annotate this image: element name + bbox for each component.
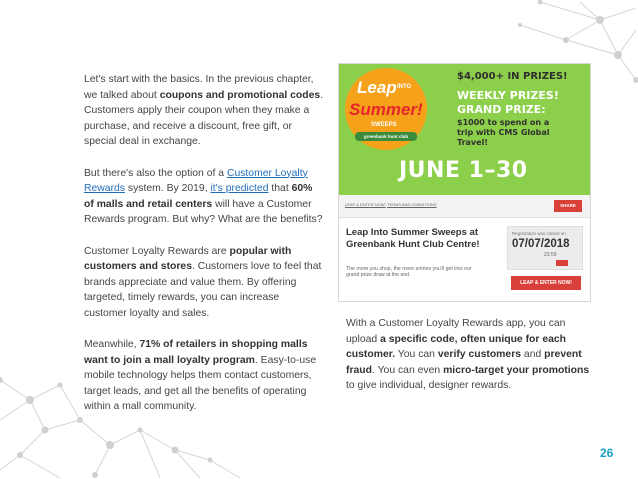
- bold-text: micro-target your promotions: [443, 364, 590, 376]
- promo-banner: [339, 64, 590, 195]
- logo-summer-text: Summer!: [349, 100, 423, 119]
- text: Let's start with the basics. In the previous chapter, we talked about: [84, 74, 314, 101]
- leap-enter-button[interactable]: LEAP & ENTER NOW!: [511, 276, 581, 290]
- prize-line: trip with CMS Global: [457, 128, 550, 137]
- paragraph-basics: [84, 72, 324, 150]
- paragraph-app: [346, 316, 592, 394]
- text: will have a Customer Rewards program. But why? What are the benefits?: [84, 198, 323, 226]
- bold-text: 71% of retailers in shopping malls want to join a mall loyalty program: [84, 339, 308, 366]
- text: With a Customer Loyalty Rewards app, you can upload: [346, 318, 566, 345]
- customer-loyalty-rewards-link[interactable]: Customer Loyalty Rewards: [84, 167, 308, 195]
- logo-club-text: greenbank hunt club: [355, 132, 417, 141]
- paragraph-loyalty-option: [84, 166, 324, 228]
- prize-line: $4,000+ IN PRIZES!: [457, 71, 568, 82]
- prize-line: $1000 to spend on a: [457, 118, 550, 127]
- text: . Customers love to feel that brands appreciate and value them. By offering targeted, timely rewards, you can increase customer loyalty and sales.: [84, 261, 322, 319]
- paragraph-retailers: [84, 337, 324, 415]
- prize-line: Travel!: [457, 138, 488, 147]
- date-range: JUNE 1–30: [399, 158, 528, 183]
- its-predicted-link[interactable]: it's predicted: [210, 183, 269, 195]
- status-badge: [556, 260, 568, 266]
- text: . Easy-to-use mobile technology helps them contact customers, target leads, and get all the benefits of operating within a mall community.: [84, 354, 317, 413]
- promo-screenshot: [338, 63, 591, 302]
- bold-text: a specific code, often unique for each customer.: [346, 333, 567, 361]
- bold-text: 60% of malls and retail centers: [84, 183, 313, 210]
- logo-into-text: INTO: [397, 84, 412, 90]
- bold-text: popular with customers and stores: [84, 245, 292, 273]
- registration-label: Registration was closed on: [512, 231, 566, 236]
- left-text-column: [84, 72, 324, 431]
- prize-line: WEEKLY PRIZES!: [457, 89, 559, 102]
- logo-leap-text: Leap: [357, 78, 397, 97]
- share-button[interactable]: SHARE: [554, 200, 582, 212]
- card-description: The more you shop, the more entries you'll get into our grand prize draw at the end.: [346, 266, 472, 279]
- logo-sweeps-text: SWEEPS: [371, 122, 397, 128]
- text: that: [268, 183, 292, 195]
- text: . Customers apply their coupon when they make a purchase, and receive a discount, free gift, or special deal in exchange.: [84, 89, 324, 148]
- registration-date: 07/07/2018: [512, 238, 570, 250]
- prize-line: GRAND PRIZE:: [457, 103, 546, 116]
- text: . You can even: [371, 364, 444, 376]
- bold-text: coupons and promotional codes: [159, 89, 321, 101]
- text: Customer Loyalty Rewards are: [84, 245, 230, 257]
- paragraph-popular: [84, 244, 324, 322]
- text: You can: [395, 349, 438, 361]
- sweeps-logo: [345, 68, 427, 150]
- bold-text: prevent fraud: [346, 349, 582, 376]
- registration-time: 23:59: [544, 252, 557, 258]
- prize-text: [457, 70, 590, 148]
- registration-box: [507, 226, 583, 270]
- terms-link[interactable]: TERMS AND CONDITIONS: [387, 202, 437, 207]
- bold-text: verify customers: [437, 349, 522, 361]
- leap-enter-link[interactable]: LEAP & ENTER NOW!: [345, 202, 386, 207]
- text: system. By 2019,: [125, 183, 211, 195]
- page-number: 26: [600, 446, 614, 460]
- right-text-column: [346, 316, 592, 394]
- text: Meanwhile,: [84, 339, 140, 351]
- text: to give individual, designer rewards.: [346, 380, 512, 392]
- text: and: [521, 349, 545, 361]
- text: But there's also the option of a: [84, 167, 227, 179]
- card-title: Leap Into Summer Sweeps at Greenbank Hunt Club Centre!: [346, 227, 480, 250]
- promo-toolbar: [339, 195, 590, 218]
